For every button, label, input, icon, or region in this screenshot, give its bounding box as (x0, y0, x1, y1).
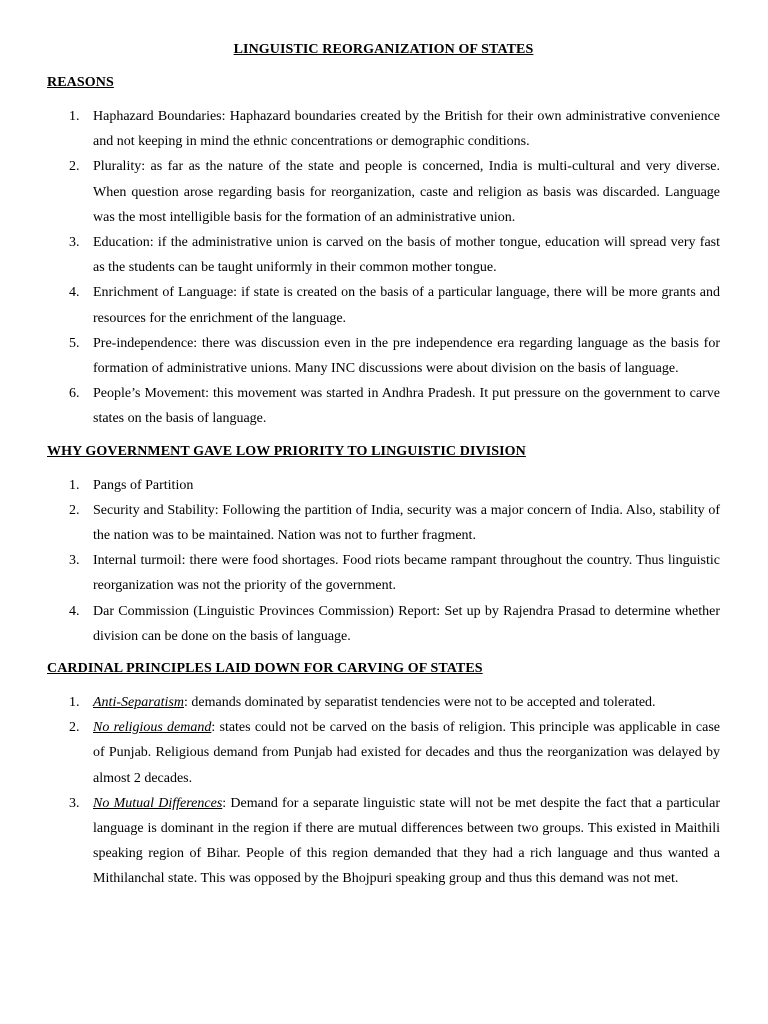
section-heading: WHY GOVERNMENT GAVE LOW PRIORITY TO LINGUISTIC DIVISION (47, 443, 526, 459)
low-priority-list (47, 473, 720, 649)
list-item (47, 599, 720, 649)
item-number: 2. (69, 720, 80, 736)
item-number: 3. (69, 795, 80, 811)
section-low-priority (47, 444, 720, 649)
document-title: LINGUISTIC REORGANIZATION OF STATES (233, 42, 534, 57)
cardinal-principles-list (47, 690, 720, 892)
list-item (47, 715, 720, 791)
list-item (47, 473, 720, 498)
item-text: Pangs of Partition (93, 477, 194, 493)
item-number: 2. (69, 159, 80, 175)
item-text: People’s Movement: this movement was started in Andhra Pradesh. It put pressure on the government to carve states on the basis of language. (93, 386, 720, 427)
item-number: 1. (69, 477, 80, 493)
section-cardinal-principles (47, 661, 720, 892)
item-lead: No Mutual Differences (93, 795, 223, 811)
list-item (47, 498, 720, 548)
list-item (47, 331, 720, 381)
item-lead: Anti-Separatism (93, 695, 184, 711)
list-item (47, 104, 720, 154)
list-item (47, 690, 720, 715)
reasons-list (47, 104, 720, 432)
list-item (47, 230, 720, 280)
item-text: Plurality: as far as the nature of the state and people is concerned, India is multi-cultural and very diverse. When question arose regarding basis for reorganization, caste and religion as basis was discarded. Language was the most intelligible basis for the formation of an administrative union. (93, 159, 720, 225)
item-lead: No religious demand (93, 720, 212, 736)
list-item (47, 154, 720, 230)
section-heading: CARDINAL PRINCIPLES LAID DOWN FOR CARVING OF STATES (47, 661, 483, 677)
item-number: 3. (69, 235, 80, 251)
item-text: Haphazard Boundaries: Haphazard boundaries created by the British for their own administrative convenience and not keeping in mind the ethnic concentrations or demographic conditions. (93, 109, 720, 150)
list-item (47, 280, 720, 330)
item-text: Enrichment of Language: if state is created on the basis of a particular language, there will be more grants and resources for the enrichment of the language. (93, 285, 720, 326)
section-heading: REASONS (47, 75, 114, 90)
item-text: : Demand for a separate linguistic state will not be met despite the fact that a particular language is dominant in the region if there are mutual differences between two groups. This existed in Maithili speaking region of Bihar. People of this region demanded that they had a rich language and thus wanted a Mithilanchal state. This was opposed by the Bhojpuri speaking group and thus this demand was not met. (93, 795, 720, 887)
item-number: 3. (69, 553, 80, 569)
item-text: Pre-independence: there was discussion even in the pre independence era regarding language as the basis for formation of administrative unions. Many INC discussions were about division on the basis of language. (93, 335, 720, 377)
item-text: Dar Commission (Linguistic Provinces Commission) Report: Set up by Rajendra Prasad to determine whether division can be done on the basis of language. (93, 603, 720, 644)
item-number: 4. (69, 603, 80, 619)
item-text: Education: if the administrative union is carved on the basis of mother tongue, education will spread very fast as the students can be taught uniformly in their common mother tongue. (93, 235, 720, 276)
item-text: : states could not be carved on the basis of religion. This principle was applicable in case of Punjab. Religious demand from Punjab had existed for decades and thus the reorganization was delayed by almost 2 decades. (93, 720, 720, 786)
item-number: 6. (69, 386, 80, 402)
list-item (47, 791, 720, 892)
item-text: Internal turmoil: there were food shortages. Food riots became rampant throughout the country. Thus linguistic reorganization was not the priority of the government. (93, 553, 720, 594)
item-text: : demands dominated by separatist tendencies were not to be accepted and tolerated. (184, 695, 656, 711)
item-text: Security and Stability: Following the partition of India, security was a major concern of India. Also, stability of the nation was to be maintained. Nation was not to further fragment. (93, 502, 720, 544)
item-number: 5. (69, 335, 80, 351)
list-item (47, 381, 720, 431)
list-item (47, 548, 720, 598)
item-number: 1. (69, 695, 80, 711)
item-number: 2. (69, 502, 80, 518)
item-number: 1. (69, 109, 80, 124)
item-number: 4. (69, 285, 80, 301)
section-reasons (47, 75, 720, 432)
